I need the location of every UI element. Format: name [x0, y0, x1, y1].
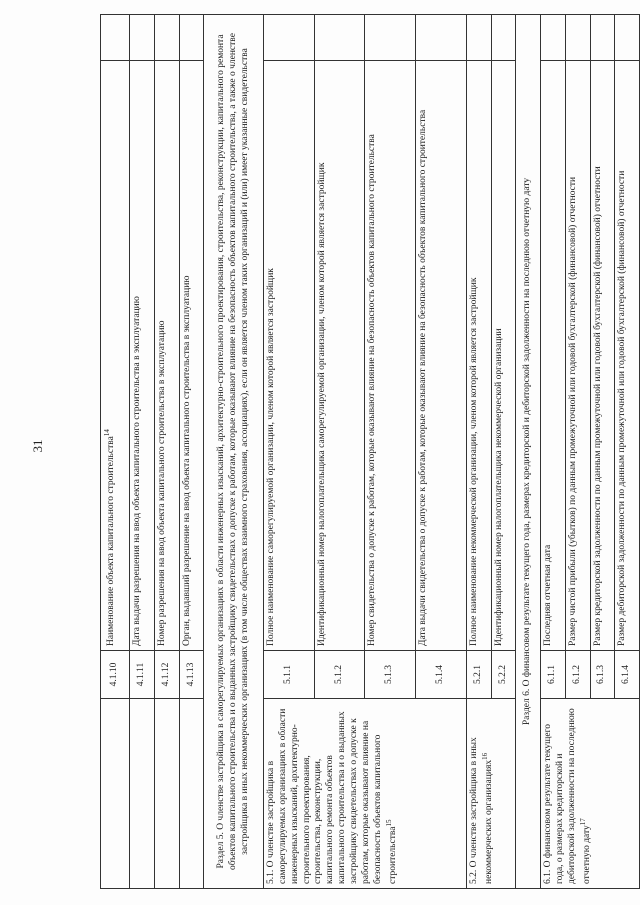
group-label-cell	[179, 699, 204, 889]
item-text: Идентификационный номер налогоплательщика саморегулируемой организации, членом которой является застройщик	[314, 61, 365, 651]
item-text: Полное наименование саморегулируемой организации, членом которой является застройщик	[263, 61, 314, 651]
value-cell	[155, 15, 180, 61]
item-text: Размер дебиторской задолженности по данным промежуточной или годовой бухгалтерской (финансовой) отчетности	[615, 61, 640, 651]
item-number: 4.1.12	[155, 651, 180, 699]
value-cell	[491, 15, 516, 61]
item-number: 6.1.4	[615, 651, 640, 699]
item-number: 5.1.1	[263, 651, 314, 699]
table-row	[101, 15, 130, 889]
item-text: Наименование объекта капитального строительства$^{14}$	[101, 61, 130, 651]
group-5-1-label: 5.1. О членстве застройщика в саморегулируемых организациях в области инженерных изысканий, архитектурно-строительного проектирования, строительства, реконструкции, капитального ремонта объектов капитального строительства и о выданных застройщику свидетельствах о допуске к работам, которые оказывают влияние на безопасность объектов капитального строительства$^{15}$	[263, 699, 466, 889]
item-text: Размер чистой прибыли (убытков) по данным промежуточной или годовой бухгалтерской (финансовой) отчетности	[565, 61, 590, 651]
value-cell	[101, 15, 130, 61]
item-text: Размер кредиторской задолженности по данным промежуточной или годовой бухгалтерской (финансовой) отчетности	[590, 61, 615, 651]
item-text: Идентификационный номер налогоплательщика некоммерческой организации	[491, 61, 516, 651]
item-number: 6.1.3	[590, 651, 615, 699]
value-cell	[565, 15, 590, 61]
item-text: Дата выдачи разрешения на ввод объекта капитального строительства в эксплуатацию	[130, 61, 155, 651]
group-label-cell	[155, 699, 180, 889]
value-cell	[314, 15, 365, 61]
value-cell	[467, 15, 492, 61]
item-number: 4.1.13	[179, 651, 204, 699]
item-number: 5.1.4	[416, 651, 467, 699]
group-label-cell	[101, 699, 130, 889]
group-label-cell	[130, 699, 155, 889]
item-text: Номер свидетельства о допуске к работам, которые оказывают влияние на безопасность объектов капитального строительства	[365, 61, 416, 651]
item-text: Последняя отчетная дата	[541, 61, 566, 651]
table-row	[179, 15, 204, 889]
table-row	[155, 15, 180, 889]
group-5-2-label: 5.2. О членстве застройщика в иных некоммерческих организациях$^{16}$	[467, 699, 516, 889]
value-cell	[263, 15, 314, 61]
disclosure-table	[100, 14, 640, 889]
section-header-row	[516, 15, 541, 889]
item-text: Дата выдачи свидетельства о допуске к работам, которые оказывают влияние на безопасность объектов капитального строительства	[416, 61, 467, 651]
rotated-content	[100, 14, 640, 889]
value-cell	[365, 15, 416, 61]
item-text: Номер разрешения на ввод объекта капитального строительства в эксплуатацию	[155, 61, 180, 651]
section-6-title: Раздел 6. О финансовом результате текущего года, размерах кредиторской и дебиторской задолженности на последнюю отчетную дату	[516, 15, 541, 889]
value-cell	[615, 15, 640, 61]
item-number: 5.2.1	[467, 651, 492, 699]
group-6-1-label: 6.1. О финансовом результате текущего года, о размерах кредиторской и дебиторской задолженности на последнюю отчетную дату$^{17}$	[541, 699, 640, 889]
section-header-row	[204, 15, 263, 889]
value-cell	[590, 15, 615, 61]
item-number: 5.1.3	[365, 651, 416, 699]
item-text: Орган, выдавший разрешение на ввод объекта капитального строительства в эксплуатацию	[179, 61, 204, 651]
table-row	[541, 15, 566, 889]
item-number: 6.1.2	[565, 651, 590, 699]
value-cell	[541, 15, 566, 61]
value-cell	[416, 15, 467, 61]
item-number: 5.2.2	[491, 651, 516, 699]
table-row	[467, 15, 492, 889]
section-5-title: Раздел 5. О членстве застройщика в саморегулируемых организациях в области инженерных изысканий, архитектурно-строительного проектирования, строительства, реконструкции, капитального ремонта объектов капитального строительства и о выданных застройщику свидетельствах о допуске к работам, которые оказывают влияние на безопасность объектов капитального строительства, а также о членстве застройщика в иных некоммерческих организациях (в том числе обществах взаимного страхования, ассоциациях), если он является членом таких организаций и (или) имеет указанные свидетельства	[204, 15, 263, 889]
page-number: 31	[30, 439, 45, 453]
table-row	[263, 15, 314, 889]
item-text: Полное наименование некоммерческой организации, членом которой является застройщик	[467, 61, 492, 651]
item-number: 6.1.1	[541, 651, 566, 699]
value-cell	[130, 15, 155, 61]
item-number: 4.1.10	[101, 651, 130, 699]
item-number: 4.1.11	[130, 651, 155, 699]
value-cell	[179, 15, 204, 61]
item-number: 5.1.2	[314, 651, 365, 699]
table-row	[130, 15, 155, 889]
